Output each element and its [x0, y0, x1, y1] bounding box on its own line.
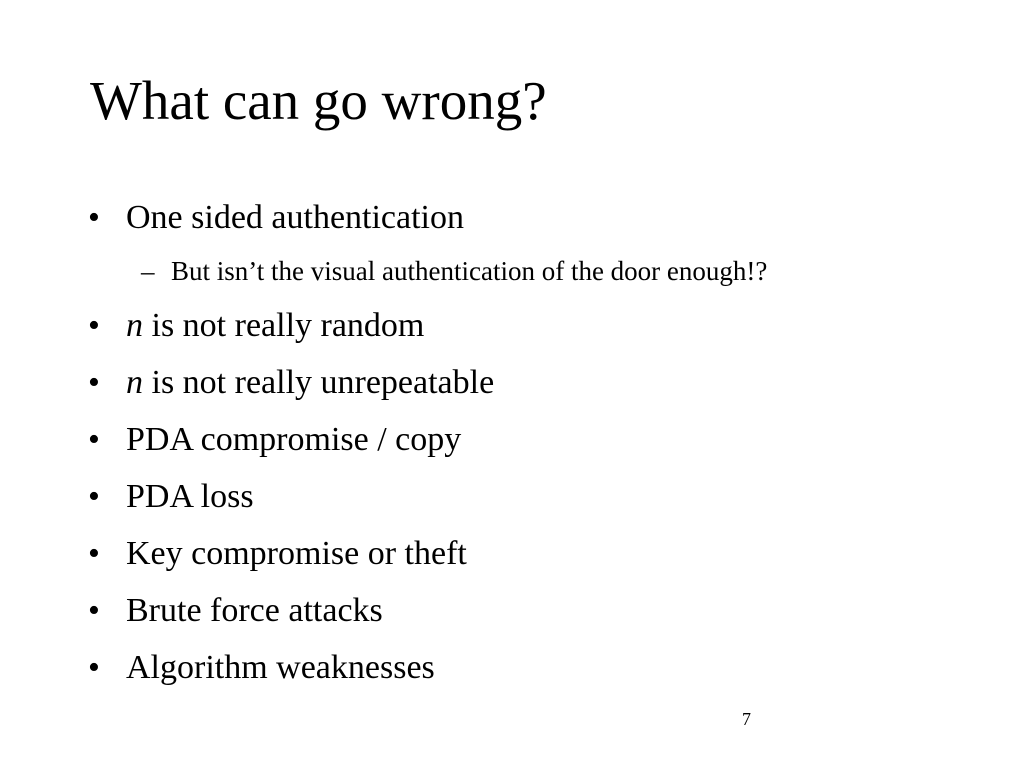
page-number: 7 — [742, 709, 751, 729]
bullet-icon: • — [88, 307, 100, 344]
bullet-text — [126, 363, 494, 403]
bullet-icon: • — [88, 364, 100, 401]
bullet-item — [88, 363, 788, 403]
bullet-text: One sided authentication — [126, 199, 465, 236]
slide-title: What can go wrong? — [90, 70, 547, 131]
bullet-item — [88, 198, 788, 238]
bullet-icon: • — [88, 592, 100, 629]
bullet-text — [126, 306, 424, 346]
bullet-text-rest: is not really unrepeatable — [143, 364, 495, 401]
bullet-icon: • — [88, 535, 100, 572]
bullet-icon: • — [88, 421, 100, 458]
bullet-text-rest: is not really random — [143, 307, 425, 344]
bullet-item — [88, 420, 788, 460]
bullet-text: Brute force attacks — [126, 592, 383, 629]
variable-n: n — [126, 307, 143, 344]
bullet-item — [88, 591, 788, 631]
bullet-item — [88, 477, 788, 517]
bullet-text: PDA compromise / copy — [126, 421, 462, 458]
sub-bullet-text: But isn’t the visual authentication of the door enough!? — [171, 256, 768, 286]
variable-n: n — [126, 364, 143, 401]
bullet-item — [88, 306, 788, 346]
bullet-icon: • — [88, 199, 100, 236]
dash-icon: – — [141, 256, 155, 286]
bullet-icon: • — [88, 649, 100, 686]
sub-bullet-item — [141, 254, 961, 288]
bullet-text: Algorithm weaknesses — [126, 649, 435, 686]
bullet-text: Key compromise or theft — [126, 535, 467, 572]
bullet-item — [88, 648, 788, 688]
bullet-text: PDA loss — [126, 478, 254, 515]
bullet-icon: • — [88, 478, 100, 515]
bullet-item — [88, 534, 788, 574]
